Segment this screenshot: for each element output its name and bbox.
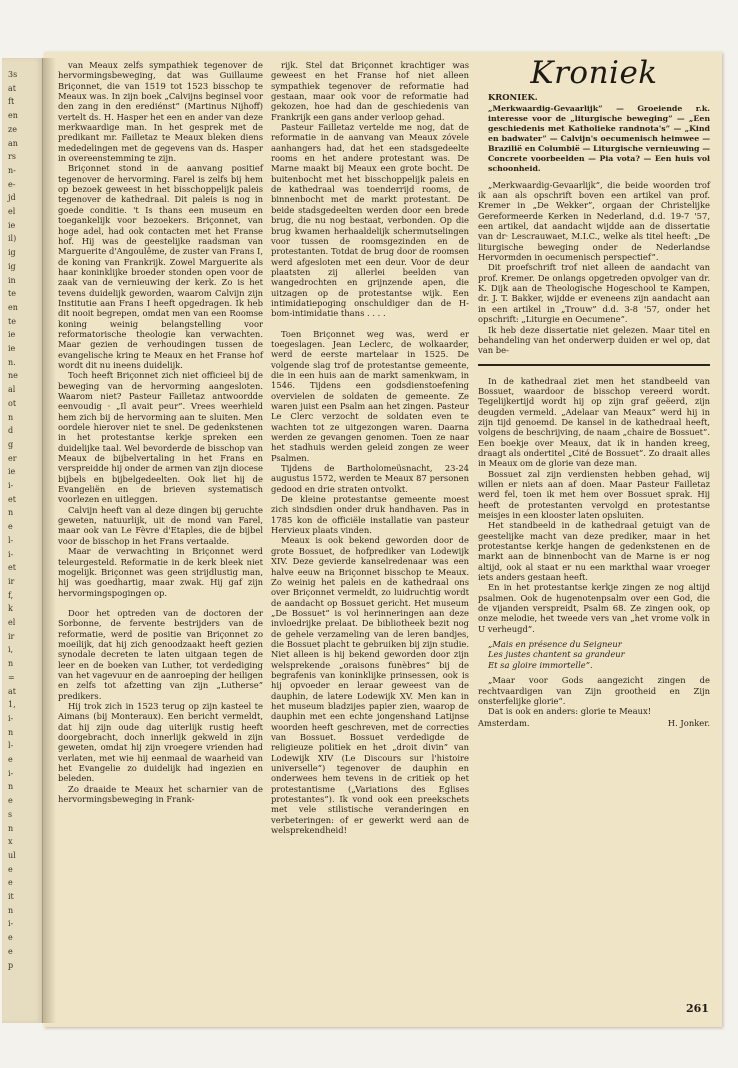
paragraph: Het standbeeld in de kathedraal getuigt van de geestelijke macht van deze prediker, maar in het protestantse kerkje hangen de gedenkstenen en de markt aan de binnenbocht van de Marne is er nog altijd, ook al staat er nu een markthal waar vroeger iets anders gestaan heeft.	[478, 520, 710, 583]
psalm-quote	[478, 639, 710, 670]
previous-page-fragment: ig	[8, 261, 16, 271]
previous-page-fragment: ie	[8, 220, 16, 230]
kroniek-masthead: Kroniek	[530, 55, 658, 91]
column-middle	[271, 60, 469, 835]
column-right	[478, 55, 710, 728]
previous-page-fragment: 3s	[8, 70, 18, 79]
paragraph: rijk. Stel dat Briçonnet krachtiger was geweest en het Franse hof niet alleen sympathiek tegenover de reformatie had gestaan, maar ook voor de reformatie had gekozen, hoe had dan de geschiedenis van Frankrijk een gans ander verloop gehad.	[271, 60, 469, 122]
paragraph: Toen Briçonnet weg was, werd er toegeslagen. Jean Leclerc, de wolkaarder, werd de eerste martelaar in 1525. De volgende slag trof de protestantse gemeente, die in een huis aan de markt samenkwam, in 1546. Tijdens een godsdienstoefening overvielen de soldaten de gemeente. Ze waren juist een Psalm aan het zingen. Pasteur Le Clerc verzocht de soldaten even te wachten tot ze uitgezongen waren. Daarna werden ze gevangen genomen. Toen ze naar het stadhuis werden geleid zongen ze weer Psalmen.	[271, 328, 469, 463]
previous-page-fragment: =	[8, 672, 15, 682]
previous-page-fragment: p	[8, 960, 14, 970]
previous-page-fragment: n-	[8, 165, 16, 175]
previous-page-fragment: d	[8, 426, 14, 436]
previous-page-fragment: ie	[8, 330, 16, 340]
previous-page-fragment: g	[8, 439, 14, 449]
previous-page-fragment: n.	[8, 357, 16, 367]
meaux-continuation	[478, 376, 710, 635]
previous-page-fragment: ft	[8, 97, 15, 107]
previous-page-fragment: n	[8, 412, 14, 422]
paragraph: „Maar voor Gods aangezicht zingen de rechtvaardigen van Zijn grootheid en Zijn onsterfelijke glorie”.	[478, 675, 710, 706]
previous-page-fragment: et	[8, 563, 16, 573]
previous-page-fragment: ir	[8, 576, 15, 586]
previous-page-fragment: n	[8, 823, 14, 833]
paragraph: Zo draaide te Meaux het scharnier van de hervormingsbeweging in Frank-	[58, 783, 263, 805]
previous-page-edge	[2, 58, 43, 1023]
previous-page-fragment: i-	[8, 481, 14, 490]
previous-page-fragment: 1,	[8, 700, 16, 710]
paragraph: Pasteur Failletaz vertelde me nog, dat de reformatie in de aanvang van Meaux zóvele aanhangers had, dat het een stadsgedeelte rooms en het andere protestant was. De Marne maakt bij Meaux een grote bocht. De buitenbocht met het bisschoppelijk paleis en de kathedraal was toenderrijd rooms, de binnenbocht met de markt protestant. De beide stadsgedeelten werden door een brede brug, die nu nog bestaat, verbonden. Op die brug kwamen herhaaldelijk schermutselingen voor tussen de roomsgezinden en de protestanten. Totdat de brug door de roomsen werd afgesloten met een deur. Voor de deur plaatsten zij allerlei beelden van wangedrochten en grijnzende apen, die uitzagen op de protestantse wijk. Een intimidatiepoging onschuldiger dan de H-bom-intimidatie thans . . . .	[271, 122, 469, 319]
previous-page-fragment: e	[8, 878, 13, 888]
place: Amsterdam.	[478, 717, 530, 728]
previous-page-fragment: er	[8, 453, 17, 463]
paragraph: Bossuet zal zijn verdiensten hebben gehad, wij willen er niets aan af doen. Maar Pasteur Failletaz werd fel, toen ik met hem over Bossuet sprak. Hij heeft de protestanten vervolgd en protestantse meisjes in een klooster laten opsluiten.	[478, 468, 710, 520]
previous-page-fragment: el	[8, 618, 16, 627]
section-divider	[478, 364, 710, 366]
paragraph: Calvijn heeft van al deze dingen bij geruchte geweten, natuurlijk, uit de mond van Farel, maar ook van Le Fèvre d'Etaples, die de bijbel voor de bisschop in het Frans vertaalde.	[58, 504, 263, 546]
paragraph: Hij trok zich in 1523 terug op zijn kasteel te Aimans (bij Monteraux). Een bericht vermeldt, dat hij zijn oude dag uiterlijk rustig heeft doorgebracht, doch innerlijk gekweld in zijn geweten, omdat hij zijn vroegere vrienden had verlaten, met wie hij eenmaal de waarheid van het Evangelie zo duidelijk had ingezien en beleden.	[58, 700, 263, 784]
page-number: 261	[686, 1002, 709, 1015]
previous-page-fragment: ir	[8, 631, 15, 641]
previous-page-fragment: et	[8, 494, 16, 504]
previous-page-fragment: ig	[8, 248, 16, 258]
previous-page-fragment: ie	[8, 344, 16, 353]
previous-page-fragment: in	[8, 275, 16, 285]
previous-page-fragment: at	[8, 686, 16, 696]
previous-page-fragment: el	[8, 207, 16, 216]
paragraph: Briçonnet stond in de aanvang positief tegenover de hervorming. Farel is zelfs bij hem op bezoek geweest in het bisschoppelijk paleis tegenover de kathedraal. Dit paleis is nog in goede conditie. 't Is thans een museum en toegankelijk voor bezoekers. Briçonnet, van hoge adel, had ook contacten met het Franse hof. Hij was de geestelijke raadsman van Marguerite d'Angoulême, de zuster van Frans I, de koning van Frankrijk. Zowel Marguerite als haar koninklijke broeder stonden open voor de zaak van de vernieuwing der kerk. Zo is het tevens duidelijk geworden, waarom Calvijn zijn Institutie aan Frans I heeft opgedragen. Ik heb dit nooit begrepen, omdat men van een Roomse koning weinig belangstelling voor reformatorische theologie kan verwachten. Maar gezien de verhoudingen tussen de evangelische kring te Meaux en het Franse hof wordt dit nu ineens duidelijk.	[58, 163, 263, 370]
paragraph: Tijdens de Bartholomeüsnacht, 23-24 augustus 1572, werden te Meaux 87 personen gedood en drie straten ontvolkt.	[271, 463, 469, 494]
kroniek-heading: KRONIEK.	[488, 92, 538, 103]
previous-page-fragment: f,	[8, 590, 14, 600]
previous-page-fragment: at	[8, 83, 16, 93]
previous-page-fragment: rs	[8, 152, 16, 162]
previous-page-fragment: ot	[8, 398, 17, 408]
previous-page-fragment: e-	[8, 179, 16, 189]
previous-page-fragment: il)	[8, 234, 17, 244]
previous-page-fragment: en	[8, 302, 18, 312]
column-left	[58, 60, 263, 804]
previous-page-fragment: jd	[8, 193, 16, 203]
previous-page-fragment: e	[8, 933, 13, 943]
previous-page-fragment: n	[8, 508, 14, 518]
kroniek-summary: „Merkwaardig-Gevaarlijk” — Groeiende r.k. interesse voor de „liturgische beweging” — „Een geschiedenis met Katholieke randnota's” — „Kind en badwater” — Calvijn's oecumenisch heimwee — Brazilië en Columbië — Liturgische vernieuwing — Concrete voorbeelden — Pia vota? — Een huis vol schoonheid.	[488, 103, 710, 173]
gutter-shadow	[42, 58, 56, 1023]
previous-page-fragment: i-	[8, 768, 14, 778]
previous-page-fragment: k	[8, 604, 13, 614]
quote-line: Et sa gloire immortelle”.	[488, 659, 593, 670]
paragraph: De kleine protestantse gemeente moest zich sindsdien onder druk handhaven. Pas in 1785 kon de officiële installatie van pasteur Hervieux plaats vinden.	[271, 494, 469, 536]
previous-page-fragment: e	[8, 796, 13, 806]
previous-page-fragment: te	[8, 316, 16, 326]
magazine-page	[44, 52, 722, 1027]
paragraph: Maar de verwachting in Briçonnet werd teleurgesteld. Reformatie in de kerk bleek niet mogelijk. Briçonnet was geen strijdlustig man, hij was goedhartig, maar zwak. Hij gaf zijn hervormingspogingen op.	[58, 546, 263, 598]
previous-page-fragment: e	[8, 946, 13, 956]
kroniek-body	[478, 180, 710, 356]
paragraph: Door het optreden van de doctoren der Sorbonne, de fervente bestrijders van de reformatie, werd de positie van Briçonnet zo moeilijk, dat hij zich genoodzaakt heeft gezien synodale decreten te laten uitgaan tegen de leer en de boeken van Luther, tot verdediging van het vagevuur en de aanroeping der heiligen en zelfs tot afzetting van zijn „Lutherse” predikers.	[58, 607, 263, 701]
quote-line: Les justes chantent sa grandeur	[488, 649, 625, 660]
paragraph: Meaux is ook bekend geworden door de grote Bossuet, de hofprediker van Lodewijk XIV. Deze gevierde kanselredenaar was een halve eeuw na Briçonnet bisschop te Meaux. Zo weinig het paleis en de kathedraal ons over Briçonnet vermeldt, zo luidruchtig wordt de aandacht op Bossuet gericht. Het museum „De Bossuet” is vol herinneringen aan deze invloedrijke prelaat. De bibliotheek bezit nog de gehele verzameling van de leren bandjes, die Bossuet placht te gebruiken bij zijn studie. Niet alleen is hij bekend geworden door zijn welsprekende „oraisons funèbres” bij de begrafenis van koninklijke prinsessen, ook is hij opvoeder en leraar geweest van de dauphin, de latere Lodewijk XV. Men kan in het museum bladzijes papier zien, waarop de dauphin met een echte jongenshand Latijnse woorden heeft geschreven, met de correcties van Bossuet. Bossuet verdedigde de religieuze politiek en het „droit divin” van Lodewijk XIV (Le Discours sur l'histoire universelle”) tegenover de dauphin en onderwees hem tevens in de critiek op het protestantisme („Variations des Eglises protestantes”). Ik vond ook een preekschets met vele stilistische veranderingen en verbeteringen: of er gewerkt werd aan de welsprekendheid!	[271, 535, 469, 836]
paragraph: Dit proefschrift trof niet alleen de aandacht van prof. Kremer. De onlangs opgetreden opvolger van dr. K. Dijk aan de Theologische Hogeschool te Kampen, dr. J. T. Bakker, wijdde er eveneens zijn aandacht aan in een artikel in „Trouw” d.d. 3-8 '57, onder het opschrift: „Liturgie en Oecumene”.	[478, 262, 710, 325]
previous-page-fragment: s	[8, 809, 13, 819]
previous-page-fragment: x	[8, 837, 13, 847]
previous-page-fragment: l-	[8, 535, 14, 545]
paragraph: En in het protestantse kerkje zingen ze nog altijd psalmen. Ook de hugenotenpsalm over een God, die de vijanden verspreidt, Psalm 68. Ze zingen ook, op onze melodie, het tweede vers van „het vrome volk in U verheugd”.	[478, 582, 710, 634]
previous-page-fragment: an	[8, 138, 18, 148]
previous-page-fragment: e	[8, 522, 13, 532]
paragraph: In de kathedraal ziet men het standbeeld van Bossuet, waardoor de bisschop vereerd wordt. Tegelijkertijd wordt hij op zijn graf geëerd, zijn deugden vermeld. „Adelaar van Meaux” werd hij in zijn tijd genoemd. De kansel in de kathedraal heeft, volgens de beschrijving, de naam „chaire de Bossuet”. Een boekje over Meaux, dat ik in handen kreeg, draagt als ondertitel „Cité de Bossuet”. Zo draait alles in Meaux om de glorie van deze man.	[478, 375, 710, 469]
previous-page-fragment: n	[8, 782, 14, 792]
previous-page-fragment: i-	[8, 919, 14, 929]
previous-page-fragment: e	[8, 864, 13, 874]
previous-page-fragment: i,	[8, 645, 14, 655]
paragraph: Dat is ook en anders: glorie te Meaux!	[488, 706, 652, 717]
closing-paragraphs	[478, 675, 710, 716]
previous-page-fragment: n	[8, 905, 14, 915]
previous-page-fragment: l-	[8, 741, 14, 751]
paragraph: van Meaux zelfs sympathiek tegenover de hervormingsbeweging, dat was Guillaume Briçonnet, die van 1519 tot 1523 bisschop te Meaux was. In zijn boek „Calvijns beginsel voor den zang in den erediénst” (Martinus Nijhoff) vertelt ds. H. Hasper het een en ander van deze merkwaardige man. In het gesprek met de predikant mr. Failletaz te Meaux bleken diens mededelingen met de gegevens van ds. Hasper in overeenstemming te zijn.	[58, 60, 263, 164]
previous-page-fragment: ne	[8, 371, 18, 381]
previous-page-fragment: e	[8, 755, 13, 764]
previous-page-fragment: i-	[8, 549, 14, 559]
paragraph: Toch heeft Briçonnet zich niet officieel bij de beweging van de hervorming aangesloten. Waarom niet? Pasteur Failletaz antwoordde eenvoudig · „Il avait peur”. Vrees weerhield hem zich bij de hervorming aan te sluiten. Men oordele hierover niet te snel. De gedenkstenen in het protestantse kerkje spreken een duidelijke taal. Wel bevorderde de bisschop van Meaux de bijbelvertaling in het Frans en verspreidde hij onder de armen van zijn diocese bijbels en bijbelgedeelten. Ook liet hij de Evangeliën en de brieven systematisch voorlezen en uitleggen.	[58, 370, 263, 505]
paragraph: „Merkwaardig-Gevaarlijk”, die beide woorden trof ik aan als opschrift boven een artikel van prof. Kremer in „De Wekker”, orgaan der Christelijke Gereformeerde Kerken in Nederland, d.d. 19-7 '57, een artikel, dat aandacht wijdde aan de dissertatie van dr· Lescrauwaet, M.I.C., welke als titel heeft: „De liturgische beweging onder de Nederlandse Hervormden in oecumenisch perspectief”.	[478, 179, 710, 263]
previous-page-fragment: ze	[8, 124, 17, 134]
previous-page-fragment: it	[8, 892, 14, 901]
previous-page-fragment: en	[8, 111, 18, 121]
previous-page-fragment: al	[8, 385, 16, 395]
signature-line	[478, 718, 710, 728]
previous-page-fragment: i-	[8, 713, 14, 723]
previous-page-fragment: ie	[8, 467, 16, 477]
quote-line: „Mais en présence du Seigneur	[488, 639, 622, 650]
previous-page-fragment: te	[8, 289, 16, 299]
previous-page-fragment: n	[8, 727, 14, 737]
previous-page-fragment: n	[8, 659, 14, 669]
author: H. Jonker.	[667, 717, 710, 728]
previous-page-fragment: ul	[8, 850, 16, 860]
paragraph: Ik heb deze dissertatie niet gelezen. Maar titel en behandeling van het onderwerp duiden er wel op, dat van be-	[478, 324, 710, 356]
